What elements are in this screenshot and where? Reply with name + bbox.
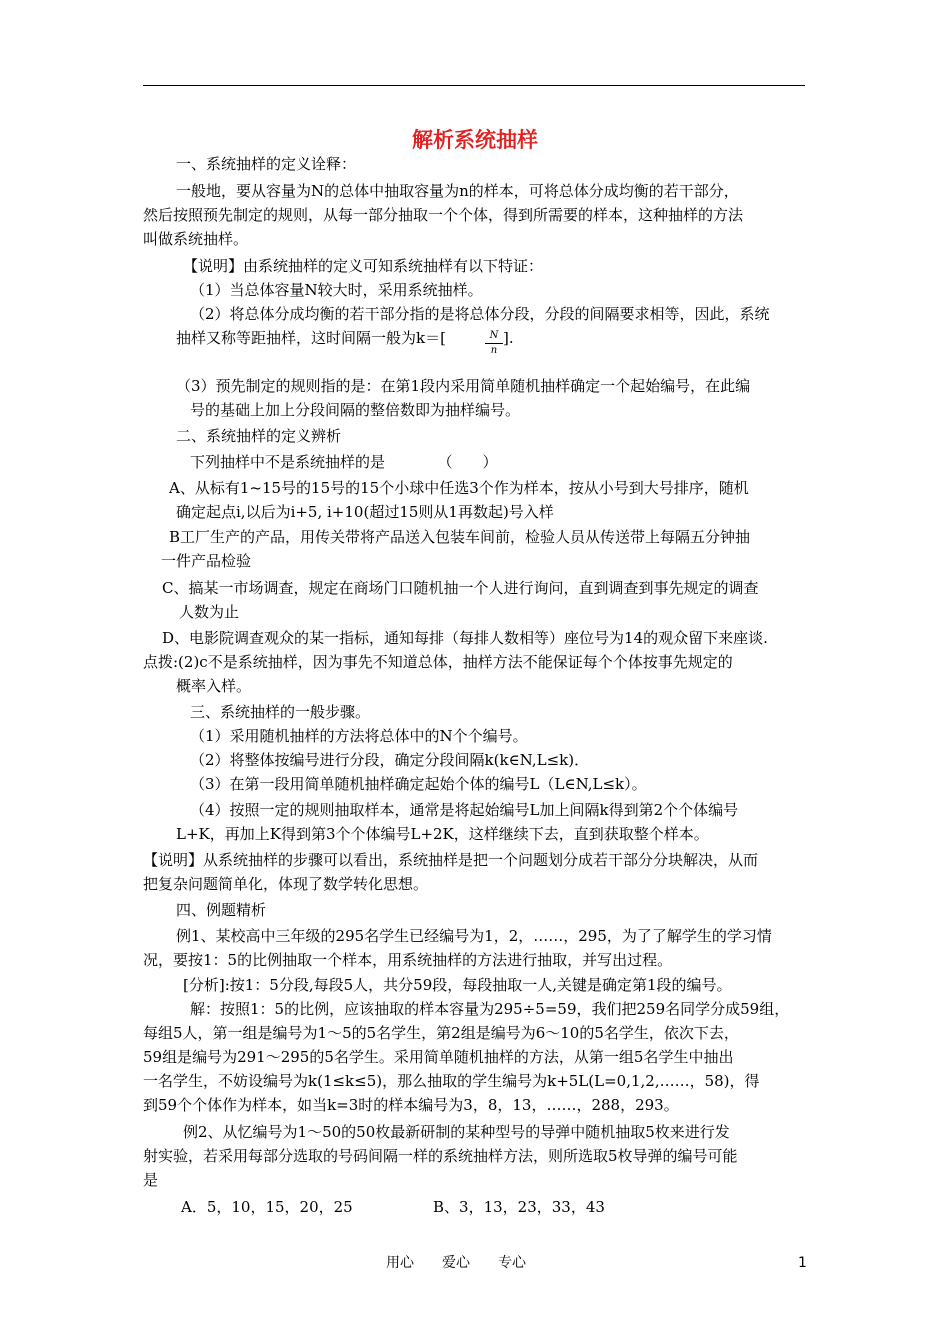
hint-line: 概率入样。: [176, 677, 252, 695]
step-item: （4）按照一定的规则抽取样本，通常是将起始编号L加上间隔k得到第2个个体编号: [190, 801, 739, 819]
answer-option-a: A．5，10，15，20，25: [181, 1198, 353, 1216]
list-item: （2）将总体分成均衡的若干部分指的是将总体分段，分段的间隔要求相等，因此，系统: [190, 305, 770, 323]
section-1-heading: 一、系统抽样的定义诠释：: [176, 155, 357, 173]
solution-line: 解：按照1：5的比例，应该抽取的样本容量为295÷5=59，我们把259名同学分成59组，: [190, 1000, 790, 1018]
solution-line: 59组是编号为291～295的5名学生。采用简单随机抽样的方法，从第一组5名学生中抽出: [143, 1048, 734, 1066]
option-d: D、电影院调查观众的某一指标，通知每排（每排人数相等）座位号为14的观众留下来座谈.: [162, 629, 768, 647]
option-c: C、搞某一市场调查，规定在商场门口随机抽一个人进行询问，直到调查到事先规定的调查: [162, 579, 759, 597]
list-item: 号的基础上加上分段间隔的整倍数即为抽样编号。: [190, 401, 521, 419]
interval-fraction: [485, 330, 503, 357]
page-number: 1: [798, 1255, 807, 1271]
paragraph-line: 叫做系统抽样。: [143, 230, 249, 248]
section-3-heading: 三、系统抽样的一般步骤。: [190, 703, 371, 721]
note-line: 【说明】由系统抽样的定义可知系统抽样有以下特证：: [183, 257, 544, 275]
option-b-cont: 一件产品检验: [161, 552, 252, 570]
section-2-heading: 二、系统抽样的定义辨析: [176, 427, 342, 445]
formula-tail: ].: [503, 329, 514, 347]
example-2-line: 射实验，若采用每部分选取的号码间隔一样的系统抽样方法，则所选取5枚导弹的编号可能: [143, 1147, 738, 1165]
step-item-cont: L+K，再加上K得到第3个个体编号L+2K，这样继续下去，直到获取整个样本。: [176, 825, 709, 843]
example-1-line: 况，要按1：5的比例抽取一个样本，用系统抽样的方法进行抽取，并写出过程。: [143, 951, 673, 969]
note-line: 把复杂问题简单化，体现了数学转化思想。: [143, 875, 429, 893]
solution-line: 每组5人，第一组是编号为1～5的5名学生，第2组是编号为6～10的5名学生，依次下去，: [143, 1024, 739, 1042]
paragraph-line: 然后按照预先制定的规则，从每一部分抽取一个个体，得到所需要的样本，这种抽样的方法: [143, 206, 744, 224]
footer-motto: 用心 爱心 专心: [386, 1255, 526, 1271]
list-item: （3）预先制定的规则指的是：在第1段内采用简单随机抽样确定一个起始编号，在此编: [176, 377, 751, 395]
example-1-line: 例1、某校高中三年级的295名学生已经编号为1，2，……，295，为了了解学生的学习情: [176, 927, 772, 945]
list-item: （1）当总体容量N较大时，采用系统抽样。: [190, 281, 483, 299]
page-title: 解析系统抽样: [412, 128, 538, 152]
question-stem: 下列抽样中不是系统抽样的是 （ ）: [190, 453, 498, 471]
fraction-numerator: N: [489, 330, 499, 341]
note-line: 【说明】从系统抽样的步骤可以看出，系统抽样是把一个问题划分成若干部分分块解决，从而: [143, 851, 759, 869]
step-item: （1）采用随机抽样的方法将总体中的N个个编号。: [190, 727, 528, 745]
header-rule: [143, 85, 805, 86]
option-b: B工厂生产的产品，用传关带将产品送入包装车间前，检验人员从传送带上每隔五分钟抽: [169, 528, 751, 546]
option-a-cont: 确定起点i,以后为i+5, i+10(超过15则从1再数起)号入样: [176, 503, 554, 521]
option-c-cont: 人数为止: [179, 603, 240, 621]
fraction-denominator: n: [490, 345, 498, 356]
step-item: （2）将整体按编号进行分段，确定分段间隔k(k∈N,L≤k)．: [190, 751, 590, 769]
solution-line: 一名学生，不妨设编号为k(1≤k≤5)，那么抽取的学生编号为k+5L(L=0,1,2,……，58)，得: [143, 1072, 760, 1090]
list-item: 抽样又称等距抽样，这时间隔一般为k＝[: [176, 329, 446, 347]
example-2-line: 例2、从忆编号为1～50的50枚最新研制的某种型号的导弹中随机抽取5枚来进行发: [183, 1123, 730, 1141]
answer-option-b: B、3，13，23，33，43: [433, 1198, 605, 1216]
hint-line: 点拨:(2)c不是系统抽样，因为事先不知道总体，抽样方法不能保证每个个体按事先规定的: [143, 653, 733, 671]
section-4-heading: 四、例题精析: [176, 901, 267, 919]
option-a: A、从标有1~15号的15号的15个小球中任选3个作为样本，按从小号到大号排序，随机: [169, 479, 749, 497]
step-item: （3）在第一段用简单随机抽样确定起始个体的编号L（L∈N,L≤k）。: [190, 775, 647, 793]
solution-line: 到59个个体作为样本，如当k=3时的样本编号为3，8，13，……，288，293。: [143, 1096, 679, 1114]
paragraph-line: 一般地，要从容量为N的总体中抽取容量为n的样本，可将总体分成均衡的若干部分，: [176, 182, 739, 200]
example-2-line: 是: [143, 1171, 159, 1189]
analysis-line: [分析]:按1：5分段,每段5人，共分59段，每段抽取一人,关键是确定第1段的编号。: [183, 976, 732, 994]
